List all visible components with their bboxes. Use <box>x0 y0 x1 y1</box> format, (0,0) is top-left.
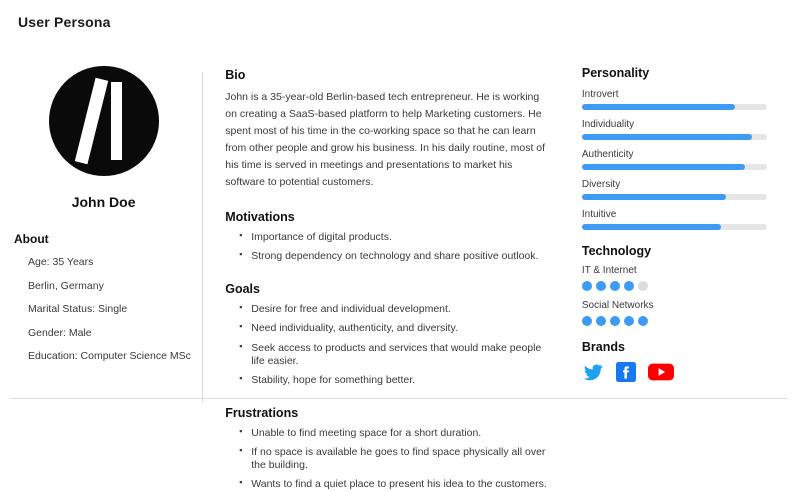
motivations-list <box>225 231 548 263</box>
persona-columns <box>0 30 798 491</box>
technology-rating <box>582 281 784 291</box>
trait-bar-fill <box>582 224 721 230</box>
list-item: ▪ Importance of digital products. <box>241 231 548 244</box>
rating-dot <box>596 281 606 291</box>
trait-label: Introvert <box>581 89 619 100</box>
rating-dot <box>582 281 592 291</box>
rating-dot <box>610 281 620 291</box>
bio-title: Bio <box>225 68 246 82</box>
rating-dot <box>638 316 648 326</box>
technology-title: Technology <box>581 244 652 258</box>
personality-trait <box>582 149 784 170</box>
rating-dot <box>624 316 634 326</box>
technology-rating <box>582 316 784 326</box>
list-item: ▪ Unable to find meeting space for a short duration. <box>241 427 548 440</box>
goals-list <box>225 303 548 387</box>
avatar-shape-bar <box>111 82 122 160</box>
rating-dot <box>610 316 620 326</box>
youtube-icon[interactable] <box>648 362 674 387</box>
list-item: ▪ If no space is available he goes to find space physically all over the building. <box>241 446 548 472</box>
list-item: ▪ Stability, hope for something better. <box>241 374 548 387</box>
attributes-column <box>570 38 784 390</box>
personality-trait <box>582 179 784 200</box>
list-item: ▪ Strong dependency on technology and share positive outlook. <box>241 250 548 263</box>
technology-label: IT & Internet <box>581 265 637 276</box>
trait-label: Individuality <box>581 119 635 130</box>
details-column <box>203 38 570 491</box>
trait-bar-track <box>582 104 767 110</box>
trait-bar-fill <box>582 194 726 200</box>
profile-column <box>14 38 203 390</box>
personality-trait <box>582 89 784 110</box>
trait-bar-track <box>582 224 767 230</box>
personality-trait <box>582 209 784 230</box>
rating-dot <box>596 316 606 326</box>
frustrations-list <box>225 427 548 491</box>
avatar-wrap <box>14 66 193 176</box>
twitter-icon[interactable] <box>582 362 604 387</box>
list-item: ▪ Desire for free and individual development. <box>241 303 548 316</box>
bio-text: John is a 35-year-old Berlin-based tech entrepreneur. He is working on creating a SaaS-based platform to help Marketing customers. He spent most of his time in the co-working space so that he can learn from other people and grow his business. In his daily routine, most of his time is served in meetings and presentations to market his software to potential customers. <box>225 91 546 188</box>
personality-trait <box>582 119 784 140</box>
column-divider <box>202 72 203 402</box>
list-item: ▪ Need individuality, authenticity, and diversity. <box>241 322 548 335</box>
about-list <box>28 256 193 363</box>
trait-bar-track <box>582 194 767 200</box>
list-item: Age: 35 Years <box>28 256 94 268</box>
list-item: Education: Computer Science MSc <box>28 350 191 363</box>
technology-label: Social Networks <box>581 300 654 311</box>
trait-bar-track <box>582 134 767 140</box>
trait-bar-fill <box>582 104 736 110</box>
list-item: ▪ Wants to find a quiet place to present his idea to the customers. <box>241 478 548 491</box>
avatar-shape-slash <box>74 78 107 165</box>
page-title: User Persona <box>18 14 111 30</box>
motivations-title: Motivations <box>225 210 295 224</box>
goals-title: Goals <box>225 282 260 297</box>
list-item: ▪ Seek access to products and services that would make people life easier. <box>241 342 548 368</box>
trait-label: Intuitive <box>581 209 617 220</box>
list-item: Marital Status: Single <box>28 303 128 316</box>
person-name: John Doe <box>71 194 136 210</box>
rating-dot <box>624 281 634 291</box>
trait-bar-fill <box>582 134 752 140</box>
list-item: Gender: Male <box>28 326 92 339</box>
rating-dot <box>638 281 648 291</box>
trait-bar-fill <box>582 164 745 170</box>
brand-row <box>582 362 784 387</box>
about-title: About <box>14 232 49 246</box>
rating-dot <box>582 316 592 326</box>
avatar <box>49 66 159 176</box>
trait-bar-track <box>582 164 767 170</box>
trait-label: Diversity <box>581 179 621 190</box>
facebook-icon[interactable] <box>616 362 636 387</box>
list-item: Berlin, Germany <box>28 279 104 292</box>
trait-label: Authenticity <box>581 149 634 160</box>
personality-title: Personality <box>581 66 650 80</box>
brands-title: Brands <box>581 340 625 354</box>
frustrations-title: Frustrations <box>225 405 299 420</box>
footer-divider <box>10 398 788 399</box>
